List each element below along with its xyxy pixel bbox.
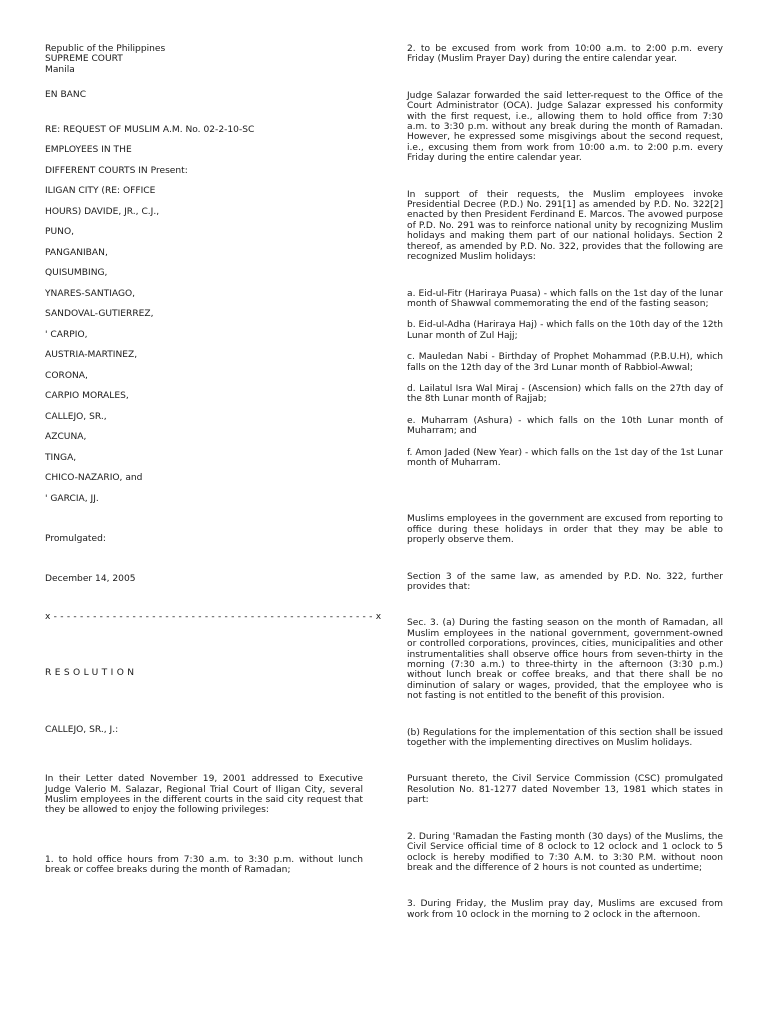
- promulgated-label: Promulgated:: [45, 534, 106, 545]
- caption-line: QUISUMBING,: [45, 268, 108, 279]
- caption-line: AZCUNA,: [45, 432, 87, 443]
- paragraph-salazar: Judge Salazar forwarded the said letter-request to the Office of the Court Administrator (OCA). Judge Salazar expressed his conformity with the first request, i.e., allowing them to hold office from 7:30 a.m. to 3:30 p.m. without any break during the month of Ramadan. However, he expressed some misgivings about the second request, i.e., excusing them from work from 10:00 a.m. to 2:00 p.m. every Friday during the entire calendar year.: [407, 90, 723, 164]
- caption-line: SANDOVAL-GUTIERREZ,: [45, 309, 154, 320]
- holiday-item-e: e. Muharram (Ashura) - which falls on the 10th Lunar month of Muharram; and: [407, 415, 723, 437]
- caption-line: ' CARPIO,: [45, 329, 88, 340]
- caption-line: TINGA,: [45, 452, 77, 463]
- court-header: [45, 44, 363, 75]
- left-column: [45, 44, 382, 876]
- holiday-item-c: c. Mauledan Nabi - Birthday of Prophet Mohammad (P.B.U.H), which falls on the 12th day of the 3rd Lunar month of Rabbiol-Awwal;: [407, 352, 723, 373]
- section3-a: Sec. 3. (a) During the fasting season on the month of Ramadan, all Muslim employees in the national government, government-owned or controlled corporations, provinces, cities, municipalities and other instrumentalities shall observe office hours from seven-thirty in the morning (7:30 a.m.) to three-thirty in the afternoon (3:30 p.m.) without lunch break or coffee breaks, and that there shall be no diminution of salary or wages, provided, that the employee who is not fasting is not entitled to the benefit of this provision.: [407, 618, 723, 702]
- paragraph-csc: Pursuant thereto, the Civil Service Commission (CSC) promulgated Resolution No. 81-1277 dated November 13, 1981 which states in part:: [407, 774, 723, 806]
- section3-b: (b) Regulations for the implementation of this section shall be issued together with the implementing directives on Muslim holidays.: [407, 727, 723, 749]
- request-item-1: 1. to hold office hours from 7:30 a.m. to 3:30 p.m. without lunch break or coffee breaks during the month of Ramadan;: [45, 854, 363, 876]
- case-caption: [45, 125, 363, 515]
- paragraph-letter: In their Letter dated November 19, 2001 addressed to Executive Judge Valerio M. Salazar, Regional Trial Court of Iligan City, several Muslim employees in the different courts in the said city request that they be allowed to enjoy the following privileges:: [45, 774, 363, 816]
- request-item-2: 2. to be excused from work from 10:00 a.m. to 2:00 p.m. every Friday (Muslim Prayer Day) during the entire calendar year.: [407, 44, 723, 65]
- paragraph-excused: Muslims employees in the government are excused from reporting to office during these holidays in order that they may be able to properly observe them.: [407, 514, 723, 546]
- ponente: CALLEJO, SR., J.:: [45, 724, 119, 735]
- caption-line: CHICO-NAZARIO, and: [45, 473, 143, 484]
- holiday-item-b: b. Eid-ul-Adha (Hariraya Haj) - which falls on the 10th day of the 12th Lunar month of Zul Hajj;: [407, 320, 723, 341]
- caption-line: ILIGAN CITY (RE: OFFICE: [45, 186, 156, 197]
- section-separator: x - - - - - - - - - - - - - - - - - - - - - - - - - - - - - - - - - - - - - - - - - - - - - - - - - x: [45, 611, 382, 622]
- caption-line: YNARES-SANTIAGO,: [45, 288, 136, 299]
- caption-line: CALLEJO, SR.,: [45, 411, 107, 422]
- caption-line: ' GARCIA, JJ.: [45, 493, 99, 504]
- caption-line: HOURS) DAVIDE, JR., C.J.,: [45, 206, 160, 217]
- en-banc-label: EN BANC: [45, 90, 87, 101]
- document-title: RESOLUTION: [45, 668, 138, 679]
- caption-line: CARPIO MORALES,: [45, 391, 129, 402]
- holiday-item-a: a. Eid-ul-Fitr (Hariraya Puasa) - which falls on the 1st day of the lunar month of Shawwal commemorating the end of the fasting season;: [407, 288, 723, 309]
- right-column: [407, 44, 723, 920]
- caption-line: CORONA,: [45, 370, 88, 381]
- paragraph-support: In support of their requests, the Muslim employees invoke Presidential Decree (P.D.) No. 291[1] as amended by P.D. No. 322[2] enacted by then President Ferdinand E. Marcos. The avowed purpose of P.D. No. 291 was to reinforce national unity by recognizing Muslim holidays and making them part of our national holidays. Section 2 thereof, as amended by P.D. No. 322, provides that the following are recognized Muslim holidays:: [407, 189, 723, 263]
- csc-item-3: 3. During Friday, the Muslim pray day, Muslims are excused from work from 10 oclock in the morning to 2 oclock in the afternoon.: [407, 899, 723, 920]
- paragraph-section3-intro: Section 3 of the same law, as amended by P.D. No. 322, further provides that:: [407, 571, 723, 592]
- caption-line: DIFFERENT COURTS IN Present:: [45, 165, 188, 176]
- promulgation-date: December 14, 2005: [45, 573, 136, 584]
- caption-line: RE: REQUEST OF MUSLIM A.M. No. 02-2-10-SC: [45, 124, 255, 135]
- caption-line: AUSTRIA-MARTINEZ,: [45, 350, 138, 361]
- csc-item-2: 2. During 'Ramadan the Fasting month (30 days) of the Muslims, the Civil Service official time of 8 oclock to 12 oclock and 1 oclock to 5 oclock is hereby modified to 7:30 A.M. to 3:30 P.M. without noon break and the difference of 2 hours is not counted as undertime;: [407, 831, 723, 873]
- caption-line: EMPLOYEES IN THE: [45, 145, 132, 156]
- caption-line: PANGANIBAN,: [45, 247, 108, 258]
- holiday-item-f: f. Amon Jaded (New Year) - which falls on the 1st day of the 1st Lunar month of Muharram.: [407, 447, 723, 468]
- header-city: Manila: [45, 64, 75, 75]
- header-court: SUPREME COURT: [45, 54, 123, 65]
- holiday-item-d: d. Lailatul Isra Wal Miraj - (Ascension) which falls on the 27th day of the 8th Lunar month of Rajjab;: [407, 383, 723, 405]
- header-country: Republic of the Philippines: [45, 44, 166, 54]
- caption-line: PUNO,: [45, 227, 74, 238]
